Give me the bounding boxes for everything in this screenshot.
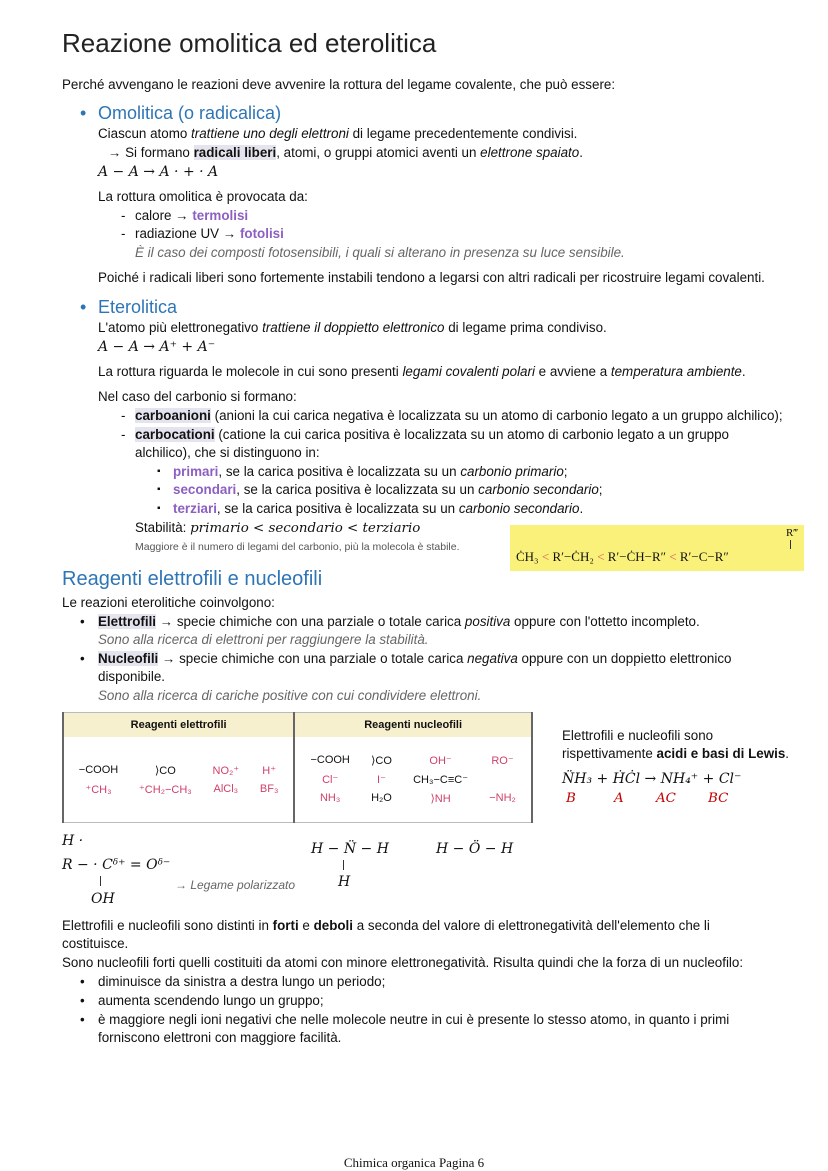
electrophile-cell: ⟩CO <box>154 764 176 777</box>
nucleophile-cell: ⟩CO <box>371 755 392 767</box>
text-segment: → Si formano <box>108 145 194 160</box>
text-segment: Stabilità: <box>135 520 191 535</box>
r3-label: R‴ <box>786 527 798 539</box>
intro-text: Perché avvengano le reazioni deve avvenire la rottura del legame covalente, che può essere: <box>62 77 616 92</box>
text-segment: . <box>785 746 790 761</box>
text-segment: Elettrofili e nucleofili sono distinti in <box>62 918 273 933</box>
reagenti-intro: Le reazioni eterolitiche coinvolgono: <box>62 595 275 610</box>
text-segment: Nucleofili <box>98 651 159 666</box>
list-item: • aumenta scendendo lungo un gruppo; <box>98 992 324 1010</box>
nucleophile-cell: −COOH <box>310 754 350 766</box>
text-segment: , se la carica positiva è localizzata su un <box>218 464 461 479</box>
text-segment: Eterolitica <box>98 297 178 317</box>
label-bc: BC <box>708 791 729 806</box>
text-segment: acidi e basi di Lewis <box>656 746 786 761</box>
electrophile-cell: −COOH <box>78 763 119 776</box>
lewis-text-2 <box>562 745 789 763</box>
text-segment: e avviene a <box>534 364 611 379</box>
bond-line <box>790 540 791 549</box>
text-segment: radiazione UV → <box>135 226 240 241</box>
text-segment: Omolitica <box>98 103 174 123</box>
text-segment: terziari <box>173 501 217 516</box>
nucleophile-cell: ⟩NH <box>430 793 451 805</box>
text-segment: carbocationi <box>135 427 215 442</box>
text-segment: (catione la cui carica positiva è localizzata su un atomo di carbonio legato a un gruppo <box>214 427 729 442</box>
text-segment: L'atomo più elettronegativo <box>98 320 263 335</box>
less-than: < <box>669 549 677 564</box>
reagents-table <box>62 712 533 823</box>
text-segment: deboli <box>313 918 353 933</box>
electrophile-cell: NO₂⁺ <box>212 764 240 777</box>
h-radical: H · <box>62 833 84 849</box>
eterolitica-line <box>98 319 607 337</box>
nucleophile-cell: −NH₂ <box>489 792 516 804</box>
list-item-cont: forniscono elettroni con maggiore facilità. <box>98 1030 342 1045</box>
radicali-line <box>108 144 583 162</box>
carbonyl-formula: R − · Cᵟ⁺ = Oᵟ⁻ <box>62 857 171 873</box>
page-footer: Chimica organica Pagina 6 <box>343 1155 485 1170</box>
carbocations <box>135 426 729 444</box>
methyl-cation: ĊH₃ <box>516 549 539 564</box>
text-segment: forti <box>272 918 299 933</box>
text-segment: secondari <box>173 482 237 497</box>
text-segment: radicali liberi <box>193 145 277 160</box>
nucleophile-cell: CH₃−C≡C⁻ <box>413 774 468 786</box>
header-nucleophiles: Reagenti nucleofili <box>294 713 532 738</box>
nucleophiles-def <box>98 650 731 668</box>
text-segment: trattiene uno degli elettroni <box>191 126 349 141</box>
text-segment: , se la carica positiva è localizzata su un <box>216 501 459 516</box>
stability <box>135 519 420 538</box>
nucleophile-cell: H₂O <box>371 792 392 804</box>
omolitica-line <box>98 125 577 143</box>
strength-para-2: Sono nucleofili forti quelli costituiti da atomi con minore elettronegatività. Risulta quindi che la forza di un nucleofilo: <box>62 955 744 970</box>
text-segment: carbonio primario <box>460 464 564 479</box>
text-segment: ; <box>598 482 603 497</box>
text-segment: carbonio secondario <box>458 501 580 516</box>
radicals-conclusion: Poiché i radicali liberi sono fortemente instabili tendono a legarsi con altri radicali per ricostruire legami covalenti. <box>98 270 765 285</box>
cause-uv <box>135 225 284 243</box>
secondary-cation: R′−ĊH−R″ <box>607 549 667 564</box>
text-segment: radicalica <box>199 103 276 123</box>
nucleophile-cell: RO⁻ <box>491 755 514 767</box>
carbanions <box>135 407 783 425</box>
carbocation-stability-formula <box>510 525 804 571</box>
label-ac: AC <box>656 791 676 806</box>
bond <box>100 876 101 886</box>
strength-para <box>62 917 710 935</box>
electrophile-cell: ⁺CH₃ <box>85 783 112 796</box>
list-item: • è maggiore negli ioni negativi che nelle molecole neutre in cui è presente lo stesso atomo, in quanto i primi <box>98 1011 729 1029</box>
less-than: < <box>541 549 550 564</box>
primary-cation: R′−ĊH₂ <box>552 549 594 564</box>
nucleophiles-grid <box>295 754 531 805</box>
primary <box>173 463 568 481</box>
text-segment: trattiene il doppietto elettronico <box>262 320 445 335</box>
bond <box>343 860 344 870</box>
eterolitica-equation: A − A → A⁺ + A⁻ <box>98 339 216 355</box>
text-segment: fotolisi <box>239 226 284 241</box>
text-segment: di legame precedentemente condivisi. <box>348 126 578 141</box>
label-b: B <box>566 791 576 806</box>
text-segment: ) <box>275 103 282 123</box>
tertiary-cation: R′−C−R″ <box>679 549 729 564</box>
stability-note: Maggiore è il numero di legami del carbonio, più la molecola è stabile. <box>135 541 460 553</box>
text-segment: e <box>298 918 314 933</box>
electrophile-cell: ⁺CH₂−CH₃ <box>139 783 192 796</box>
lewis-text: Elettrofili e nucleofili sono <box>562 728 714 743</box>
text-segment: calore → <box>135 208 193 223</box>
lewis-equation: N̈H₃ + ḢĊl → NH₄⁺ + Cl⁻ <box>562 771 742 787</box>
tertiary <box>173 500 583 518</box>
carbon-intro: Nel caso del carbonio si formano: <box>98 389 297 404</box>
cause-intro: La rottura omolitica è provocata da: <box>98 189 308 204</box>
oh-group: OH <box>91 891 115 907</box>
text-segment: (o <box>173 103 200 123</box>
ammonia-h: H <box>338 874 351 890</box>
nucleophile-cell: Cl⁻ <box>322 774 339 786</box>
text-segment: primario < secondario < terziario <box>190 521 421 536</box>
electrophile-cell: H⁺ <box>262 764 277 777</box>
nucleophile-cell: I⁻ <box>377 774 386 786</box>
header-electrophiles: Reagenti elettrofili <box>63 713 294 738</box>
electrophile-cell: BF₃ <box>259 782 279 795</box>
text-segment: di legame prima condiviso. <box>444 320 607 335</box>
text-segment: Elettrofili <box>98 614 157 629</box>
text-segment: oppure con l'ottetto incompleto. <box>510 614 700 629</box>
text-segment: (anioni la cui carica negativa è localizzata su un atomo di carbonio legato a un gruppo alchilico); <box>210 408 783 423</box>
nucleophiles-def-cont: disponibile. <box>98 669 165 684</box>
text-segment: . <box>579 501 584 516</box>
text-segment: → specie chimiche con una parziale o totale carica <box>156 614 465 629</box>
text-segment: termolisi <box>192 208 249 223</box>
cause-heat <box>135 207 248 225</box>
label-a: A <box>614 791 624 806</box>
strength-para-cont: costituisce. <box>62 936 129 951</box>
text-segment: a seconda del valore di elettronegatività dell'elemento che li <box>353 918 710 933</box>
text-segment: carboanioni <box>135 408 211 423</box>
eterolitica-heading <box>98 296 177 318</box>
electrophile-cell: AlCl₃ <box>213 782 239 795</box>
list-item: • diminuisce da sinistra a destra lungo un periodo; <box>98 973 385 991</box>
text-segment: , atomi, o gruppi atomici aventi un <box>276 145 481 160</box>
section-heading-reagenti: Reagenti elettrofili e nucleofili <box>62 568 323 590</box>
text-segment: → specie chimiche con una parziale o totale carica <box>158 651 468 666</box>
nucleophile-cell: OH⁻ <box>429 755 452 767</box>
ammonia-formula: H − N̈ − H <box>311 841 389 857</box>
text-segment: primari <box>173 464 219 479</box>
nucleophile-cell: NH₃ <box>319 792 341 804</box>
electrophiles-def <box>98 613 700 631</box>
text-segment: temperatura ambiente <box>610 364 742 379</box>
text-segment: . <box>741 364 746 379</box>
carbocations-cont: alchilico), che si distinguono in: <box>135 445 320 460</box>
text-segment: , se la carica positiva è localizzata su un <box>236 482 479 497</box>
omolitica-heading <box>98 102 281 124</box>
polarized-bond-note: → Legame polarizzato <box>175 878 296 892</box>
text-segment: carbonio secondario <box>478 482 599 497</box>
page-title: Reazione omolitica ed eterolitica <box>62 28 437 58</box>
secondary <box>173 481 603 499</box>
photosensitive-note: È il caso dei composti fotosensibili, i quali si alterano in presenza su luce sensibile. <box>135 245 625 260</box>
electrophiles-note: Sono alla ricerca di elettroni per raggiungere la stabilità. <box>98 632 429 647</box>
text-segment: . <box>579 145 583 160</box>
electrophiles-grid <box>64 764 293 796</box>
text-segment: oppure con un doppietto elettronico <box>517 651 732 666</box>
text-segment: positiva <box>464 614 511 629</box>
text-segment: elettrone spaiato <box>480 145 580 160</box>
nucleophiles-note: Sono alla ricerca di cariche positive con cui condividere elettroni. <box>98 688 482 703</box>
text-segment: ; <box>563 464 568 479</box>
text-segment: negativa <box>467 651 518 666</box>
text-segment: Ciascun atomo <box>98 126 192 141</box>
less-than: < <box>597 549 605 564</box>
water-formula: H − Ö − H <box>436 841 514 857</box>
text-segment: rispettivamente <box>562 746 657 761</box>
text-segment: legami covalenti polari <box>402 364 535 379</box>
eterolitica-polar <box>98 363 746 381</box>
text-segment: La rottura riguarda le molecole in cui sono presenti <box>98 364 403 379</box>
omolitica-equation: A − A → A · + · A <box>98 164 219 180</box>
